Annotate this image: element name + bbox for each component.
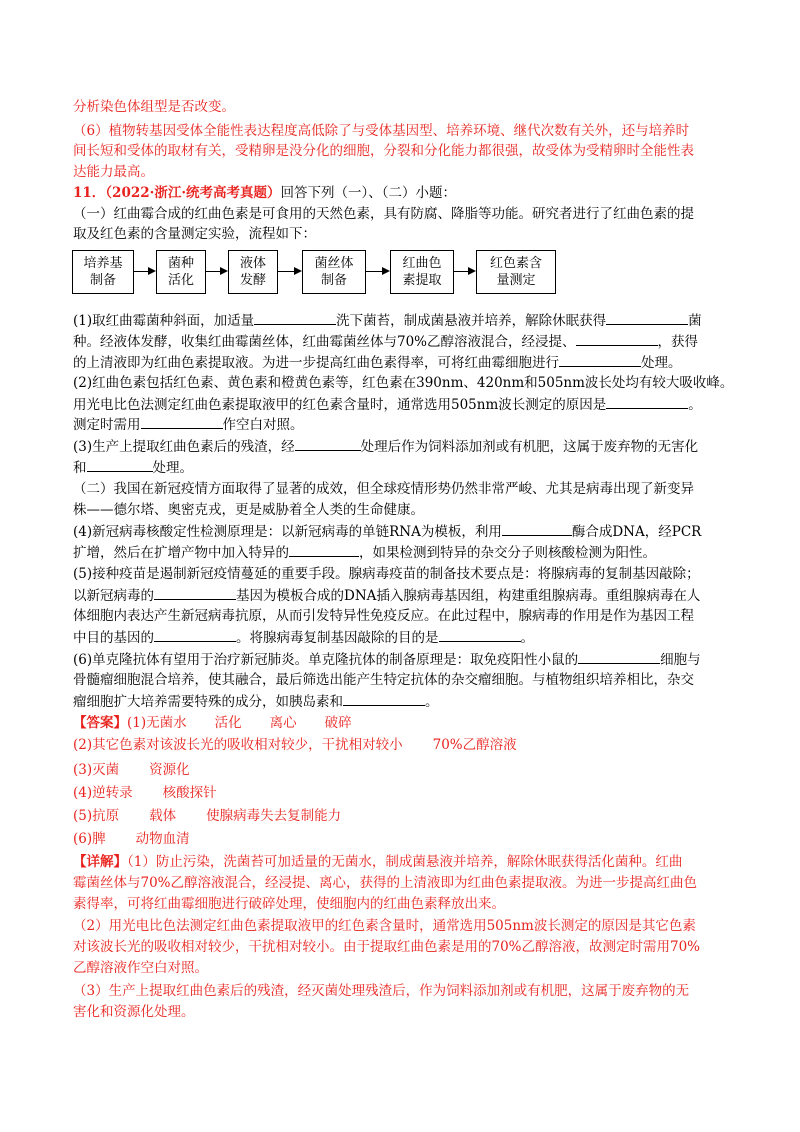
process-flowchart: [72, 250, 572, 302]
answer-blank[interactable]: [289, 542, 359, 557]
flow-arrow-3: [278, 271, 300, 272]
question-source: （2022·浙江·统考高考真题）: [105, 185, 281, 201]
answer-blank[interactable]: [154, 627, 236, 642]
detail-line-3: 素得率，可将红曲霉细胞进行破碎处理，使细胞内的红曲色素释放出来。: [73, 896, 505, 912]
q4-line-1: (4)新冠病毒核酸定性检测原理是：以新冠病毒的单链RNA为模板，利用 酶合成DNA，经PCR: [73, 521, 701, 542]
answer-blank[interactable]: [295, 436, 361, 451]
prev-answer-line-3: 间长短和受体的取材有关，受精卵是没分化的细胞，分裂和分化能力都很强，故受体为受精卵时全能性表: [73, 143, 694, 159]
detail-line-5: 对该波长光的吸收相对较少，干扰相对较小。由于提取红曲色素是用的70%乙醇溶液，故测定时需用70%: [73, 939, 701, 955]
flow-step-3: 液体 发酵: [228, 250, 278, 294]
detail-line-4: （2）用光电比色法测定红曲色素提取液甲的红色素含量时，通常选用505nm波长测定的原因是其它色素: [73, 918, 696, 934]
flow-arrow-4: [366, 271, 388, 272]
question-stem: 回答下列（一）、（二）小题：: [280, 185, 457, 201]
q4-line-2: 扩增，然后在扩增产物中加入特异的 ，如果检测到特异的杂交分子则核酸检测为阳性。: [73, 542, 656, 563]
question-header: [73, 183, 456, 203]
q5-line-4: 中目的基因的 。将腺病毒复制基因敲除的目的是 。: [73, 627, 534, 648]
flow-arrow-2: [206, 271, 226, 272]
answer-blank[interactable]: [559, 352, 641, 367]
flow-step-4: 菌丝体 制备: [302, 250, 366, 294]
part2-intro-2: 株——德尔塔、奥密克戎，更是威胁着全人类的生命健康。: [73, 502, 424, 518]
q2-line-3: 测定时需用 作空白对照。: [73, 414, 304, 435]
part1-intro-1: （一）红曲霉合成的红曲色素是可食用的天然色素，具有防腐、降脂等功能。研究者进行了红曲色素的提: [73, 206, 694, 222]
flow-arrow-5: [454, 271, 474, 272]
q1-line-1: (1)取红曲霉菌种斜面，加适量 洗下菌苔，制成菌悬液并培养，解除休眠获得 菌: [73, 310, 702, 331]
q2-line-1: (2)红曲色素包括红色素、黄色素和橙黄色素等，红色素在390nm、420nm和505nm波长处均有较大吸收峰。: [73, 375, 734, 391]
answer-row-3: (3)灭菌 资源化: [73, 762, 190, 778]
answer-blank[interactable]: [154, 585, 236, 600]
answer-blank[interactable]: [141, 414, 223, 429]
detail-line-7: （3）生产上提取红曲色素后的残渣，经灭菌处理残渣后，作为饲料添加剂或有机肥，这属于废弃物的无: [73, 983, 690, 999]
q5-line-3: 体细胞内表达产生新冠病毒抗原，从而引发特异性免疫反应。在此过程中，腺病毒的作用是作为基因工程: [73, 608, 694, 624]
q6-line-3: 瘤细胞扩大培养需要特殊的成分，如胰岛素和 。: [73, 691, 439, 712]
answer-blank[interactable]: [576, 331, 658, 346]
part2-intro-1: （二）我国在新冠疫情方面取得了显著的成效，但全球疫情形势仍然非常严峻、尤其是病毒出现了新变异: [73, 481, 694, 497]
answer-blank[interactable]: [606, 310, 688, 325]
detail-label: 【详解】: [73, 854, 127, 870]
answer-blank[interactable]: [439, 627, 521, 642]
answer-blank[interactable]: [606, 394, 688, 409]
answer-row-4: (4)逆转录 核酸探针: [73, 785, 217, 801]
answer-row-2: (2)其它色素对该波长光的吸收相对较少，干扰相对较小 70%乙醇溶液: [73, 737, 517, 753]
detail-line-1: 【详解】（1）防止污染，洗菌苔可加适量的无菌水，制成菌悬液并培养，解除休眠获得活化菌种。红曲: [73, 854, 683, 870]
question-number: 11．: [73, 185, 106, 201]
q5-line-2: 以新冠病毒的 基因为模板合成的DNA插入腺病毒基因组，构建重组腺病毒。重组腺病毒在人: [73, 585, 700, 606]
detail-line-2: 霉菌丝体与70%乙醇溶液混合，经浸提、离心，获得的上清液即为红曲色素提取液。为进一步提高红曲色: [73, 875, 698, 891]
part1-intro-2: 取及红色素的含量测定实验，流程如下：: [73, 226, 316, 242]
answer-row-5: (5)抗原 载体 使腺病毒失去复制能力: [73, 808, 342, 824]
detail-line-6: 乙醇溶液作空白对照。: [73, 960, 208, 976]
prev-answer-line-2: （6）植物转基因受体全能性表达程度高低除了与受体基因型、培养环境、继代次数有关外，还与培养时: [73, 123, 690, 139]
flow-step-6: 红色素含 量测定: [476, 250, 556, 294]
q1-line-3: 的上清液即为红曲色素提取液。为进一步提高红曲色素得率，可将红曲霉细胞进行 处理。: [73, 352, 682, 373]
q3-line-2: 和 处理。: [73, 457, 193, 478]
prev-answer-line-1: 分析染色体组型是否改变。: [73, 99, 235, 115]
flow-step-1: 培养基 制备: [72, 250, 134, 294]
answer-blank[interactable]: [502, 521, 572, 536]
answer-row-6: (6)脾 动物血清: [73, 831, 190, 847]
q1-line-2: 种。经液体发酵，收集红曲霉菌丝体，红曲霉菌丝体与70%乙醇溶液混合，经浸提、 ，获得: [73, 331, 698, 352]
answer-blank[interactable]: [578, 649, 660, 664]
prev-answer-line-4: 达能力最高。: [73, 164, 154, 180]
q5-line-1: (5)接种疫苗是遏制新冠疫情蔓延的重要手段。腺病毒疫苗的制备技术要点是：将腺病毒的复制基因敲除；: [73, 566, 700, 582]
q2-line-2: 用光电比色法测定红曲色素提取液甲的红色素含量时，通常选用505nm波长测定的原因是 。: [73, 394, 702, 415]
answer-label: 【答案】: [73, 715, 127, 731]
flow-arrow-1: [134, 271, 154, 272]
answer-blank[interactable]: [87, 457, 153, 472]
q6-line-1: (6)单克隆抗体有望用于治疗新冠肺炎。单克隆抗体的制备原理是：取免疫阳性小鼠的 细胞与: [73, 649, 701, 670]
flow-step-2: 菌种 活化: [156, 250, 206, 294]
answer-blank[interactable]: [343, 691, 425, 706]
answer-row-1: 【答案】(1)无菌水 活化 离心 破碎: [73, 715, 352, 731]
detail-line-8: 害化和资源化处理。: [73, 1004, 195, 1020]
flow-step-5: 红曲色 素提取: [390, 250, 454, 294]
q6-line-2: 骨髓瘤细胞混合培养，使其融合，最后筛选出能产生特定抗体的杂交瘤细胞。与植物组织培养相比，杂交: [73, 672, 694, 688]
q3-line-1: (3)生产上提取红曲色素后的残渣，经 处理后作为饲料添加剂或有机肥，这属于废弃物的无害化: [73, 436, 698, 457]
answer-blank[interactable]: [254, 310, 336, 325]
